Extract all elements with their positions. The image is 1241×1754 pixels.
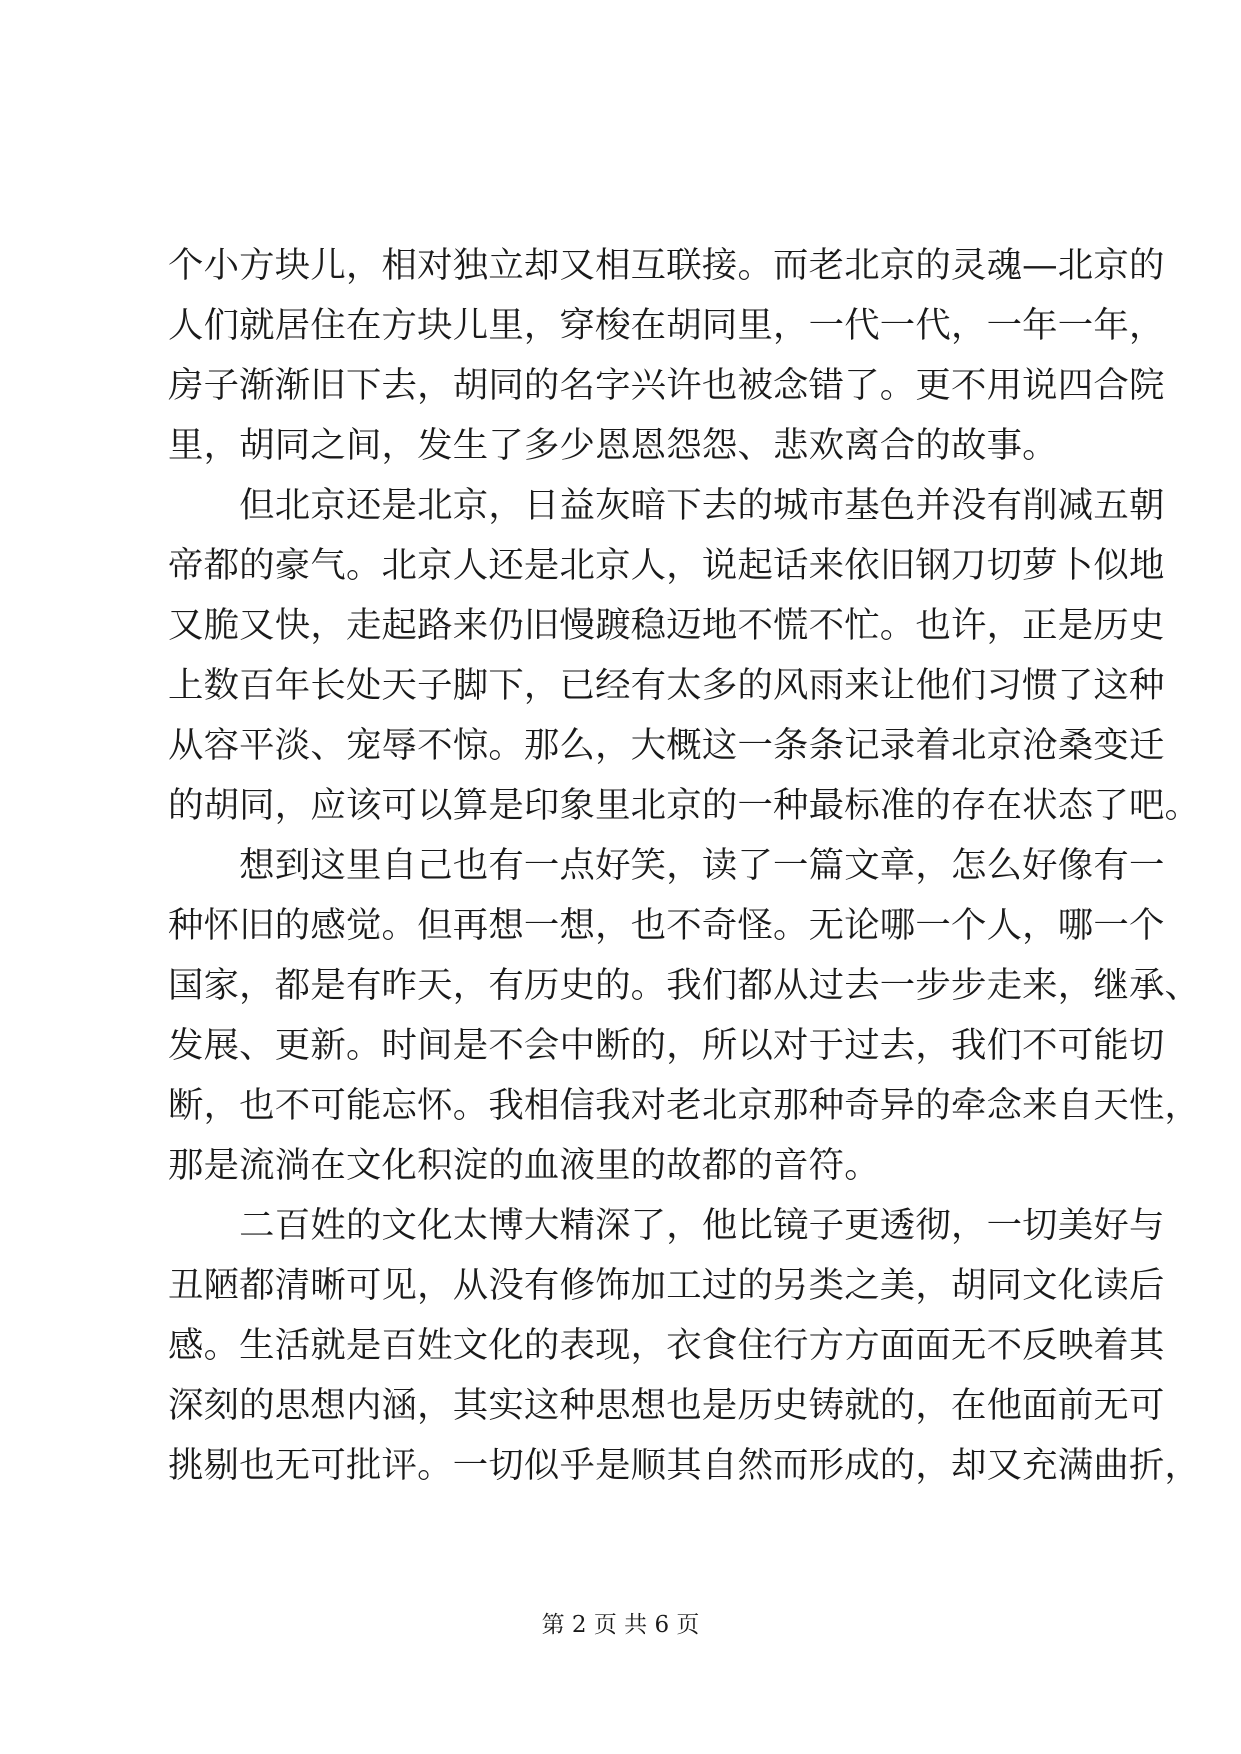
text-line: 想到这里自己也有一点好笑，读了一篇文章，怎么好像有一 — [168, 845, 1165, 886]
text-line: 那是流淌在文化积淀的血液里的故都的音符。 — [168, 1145, 880, 1186]
body-text — [168, 236, 1201, 1496]
text-line: 房子渐渐旧下去，胡同的名字兴许也被念错了。更不用说四合院 — [168, 365, 1165, 406]
text-line: 个小方块儿，相对独立却又相互联接。而老北京的灵魂—北京的 — [168, 245, 1165, 286]
text-line: 挑剔也无可批评。一切似乎是顺其自然而形成的，却又充满曲折， — [168, 1445, 1201, 1486]
text-line: 但北京还是北京，日益灰暗下去的城市基色并没有削减五朝 — [168, 485, 1165, 526]
text-line: 种怀旧的感觉。但再想一想，也不奇怪。无论哪一个人，哪一个 — [168, 905, 1165, 946]
text-line: 从容平淡、宠辱不惊。那么，大概这一条条记录着北京沧桑变迁 — [168, 725, 1165, 766]
text-line: 国家，都是有昨天，有历史的。我们都从过去一步步走来，继承、 — [168, 965, 1201, 1006]
text-line: 深刻的思想内涵，其实这种思想也是历史铸就的，在他面前无可 — [168, 1385, 1165, 1426]
text-line: 帝都的豪气。北京人还是北京人，说起话来依旧钢刀切萝卜似地 — [168, 545, 1165, 586]
text-line: 里，胡同之间，发生了多少恩恩怨怨、悲欢离合的故事。 — [168, 425, 1058, 466]
text-line: 断，也不可能忘怀。我相信我对老北京那种奇异的牵念来自天性， — [168, 1085, 1201, 1126]
text-line: 人们就居住在方块儿里，穿梭在胡同里，一代一代，一年一年， — [168, 305, 1165, 346]
text-line: 感。生活就是百姓文化的表现，衣食住行方方面面无不反映着其 — [168, 1325, 1165, 1366]
text-line: 二百姓的文化太博大精深了，他比镜子更透彻，一切美好与 — [168, 1205, 1165, 1246]
text-line: 发展、更新。时间是不会中断的，所以对于过去，我们不可能切 — [168, 1025, 1165, 1066]
text-line: 上数百年长处天子脚下，已经有太多的风雨来让他们习惯了这种 — [168, 665, 1165, 706]
page-number-footer: 第 2 页 共 6 页 — [541, 1612, 700, 1638]
text-line: 丑陋都清晰可见，从没有修饰加工过的另类之美，胡同文化读后 — [168, 1265, 1165, 1306]
text-line: 的胡同，应该可以算是印象里北京的一种最标准的存在状态了吧。 — [168, 785, 1201, 826]
text-line: 又脆又快，走起路来仍旧慢踱稳迈地不慌不忙。也许，正是历史 — [168, 605, 1165, 646]
